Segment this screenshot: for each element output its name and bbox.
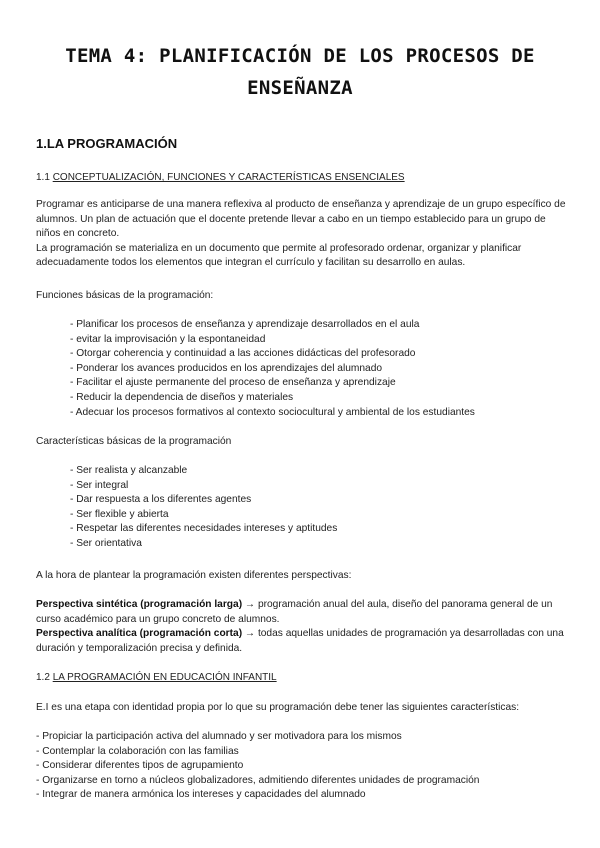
perspectiva-sintetica-term: Perspectiva sintética (programación larga) → [36,599,256,610]
caracteristicas-label: Características básicas de la programación [36,436,232,447]
list-item: - Considerar diferentes tipos de agrupamiento [36,760,244,772]
perspectiva-analitica-text: todas aquellas unidades de programación ya desarrolladas con una duración y temporalización precisa y definida. [36,628,564,654]
page-title-line-1: TEMA 4: PLANIFICACIÓN DE LOS PROCESOS DE [65,45,535,67]
list-item: - Reducir la dependencia de diseños y materiales [70,391,294,403]
list-item: - Ser flexible y abierta [70,508,169,520]
intro-paragraphs [36,198,572,271]
list-item: - Contemplar la colaboración con las familias [36,745,239,757]
list-item: - Ser orientativa [70,537,142,549]
list-item: - Respetar las diferentes necesidades intereses y aptitudes [70,523,338,535]
funciones-list [70,318,570,420]
list-item: - evitar la improvisación y la espontaneidad [70,333,266,345]
list-item: - Ser realista y alcanzable [70,465,188,476]
list-item: - Ser integral [70,479,129,491]
list-item: - Dar respuesta a los diferentes agentes [70,494,252,506]
page-title-line-2: ENSEÑANZA [247,77,353,99]
subsection-number: 1.2 [36,672,53,683]
subsection-heading-1-2 [36,672,277,683]
list-item: - Otorgar coherencia y continuidad a las acciones didácticas del profesorado [70,348,416,360]
ei-caracteristicas-list [36,730,572,803]
list-item: - Ponderar los avances producidos en los aprendizajes del alumnado [70,362,383,374]
perspectiva-sintetica-text: programación anual del aula, diseño del panorama general de un curso académico para un grupo concreto de alumnos. [36,599,553,625]
list-item: - Organizarse en torno a núcleos globalizadores, admitiendo diferentes unidades de programación [36,774,480,786]
list-item: - Integrar de manera armónica los intereses y capacidades del alumnado [36,789,366,801]
perspectivas-block [36,598,572,656]
subsection-title: LA PROGRAMACIÓN EN EDUCACIÓN INFANTIL [52,672,277,683]
subsection-title: CONCEPTUALIZACIÓN, FUNCIONES Y CARACTERÍSTICAS ENSENCIALES [52,172,405,183]
list-item: - Facilitar el ajuste permanente del proceso de enseñanza y aprendizaje [70,377,396,389]
intro-paragraph-2: La programación se materializa en un documento que permite al profesorado ordenar, organizar y planificar adecuadamente todos los elementos que integran el currículo y facilitan su desarrollo en aulas. [36,242,522,269]
perspectiva-analitica-term: Perspectiva analítica (programación corta) → [36,628,256,640]
list-item: - Adecuar los procesos formativos al contexto sociocultural y ambiental de los estudiantes [70,406,475,418]
subsection-number: 1.1 [36,172,53,183]
caracteristicas-list [70,464,570,552]
list-item: - Propiciar la participación activa del alumnado y ser motivadora para los mismos [36,731,402,742]
intro-paragraph-1: Programar es anticiparse de una manera reflexiva al producto de enseñanza y aprendizaje de un grupo específico de alumnos. Un plan de actuación que el docente pretende llevar a cabo en un tiempo establecido para un grupo de niños en concreto. [36,199,566,240]
perspectiva-sintetica [36,598,572,627]
page-title [40,40,560,104]
subsection-heading-1-1 [36,172,405,183]
perspectiva-analitica [36,627,572,656]
funciones-label: Funciones básicas de la programación: [36,290,214,301]
section-heading: 1.LA PROGRAMACIÓN [36,136,178,151]
ei-intro: E.I es una etapa con identidad propia por lo que su programación debe tener las siguientes características: [36,702,520,713]
perspectivas-intro: A la hora de plantear la programación existen diferentes perspectivas: [36,570,352,581]
list-item: - Planificar los procesos de enseñanza y aprendizaje desarrollados en el aula [70,319,420,330]
